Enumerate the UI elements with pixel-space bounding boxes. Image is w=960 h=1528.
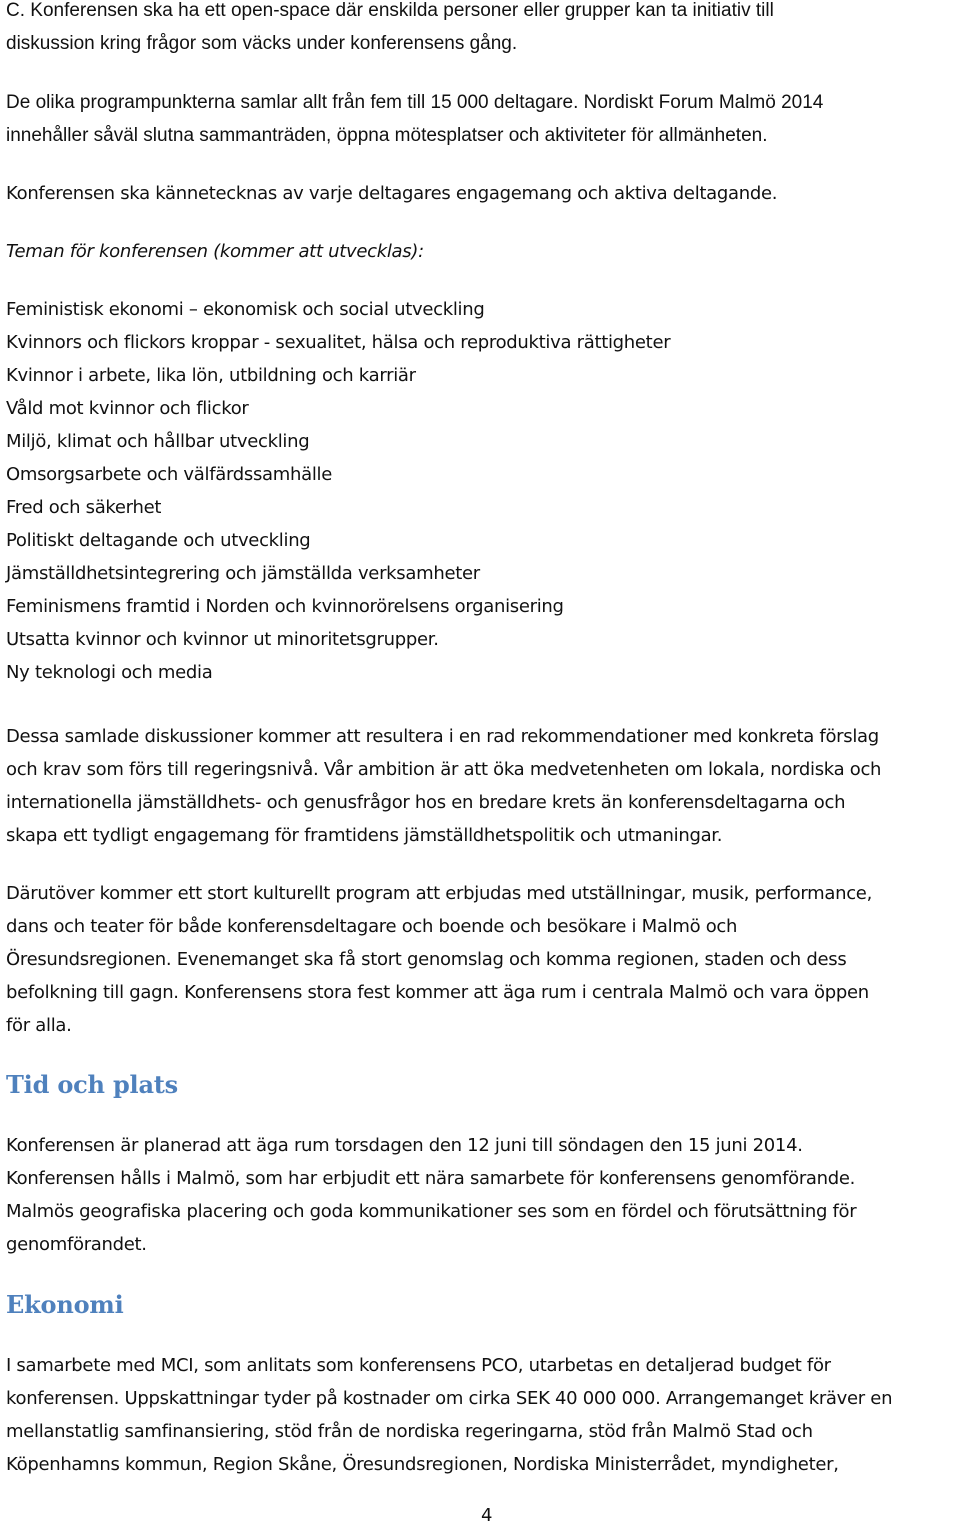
paragraph-line: mellanstatlig samfinansiering, stöd från de nordiska regeringarna, stöd från Malmö Stad och: [6, 1421, 813, 1442]
theme-item: Omsorgsarbete och välfärdssamhälle: [6, 464, 332, 485]
paragraph-line: Konferensen hålls i Malmö, som har erbjudit ett nära samarbete för konferensens genomförande.: [6, 1168, 856, 1189]
page-number: 4: [481, 1505, 493, 1526]
document-page: [6, 0, 958, 1527]
theme-item: Kvinnor i arbete, lika lön, utbildning och karriär: [6, 365, 416, 386]
intro-paragraph-part-1: [6, 0, 774, 60]
paragraph-line: skapa ett tydligt engagemang för framtidens jämställdhetspolitik och utmaningar.: [6, 825, 723, 846]
theme-item: Miljö, klimat och hållbar utveckling: [6, 431, 310, 452]
paragraph-line: I samarbete med MCI, som anlitats som konferensens PCO, utarbetas en detaljerad budget för: [6, 1355, 831, 1376]
paragraph-line: Öresundsregionen. Evenemanget ska få stort genomslag och komma regionen, staden och dess: [6, 949, 847, 970]
paragraph-line: Dessa samlade diskussioner kommer att resultera i en rad rekommendationer med konkreta förslag: [6, 726, 879, 747]
intro-line: innehåller såväl slutna sammanträden, öppna mötesplatser och aktiviteter för allmänheten.: [6, 125, 768, 146]
paragraph-line: och krav som förs till regeringsnivå. Vår ambition är att öka medvetenheten om lokala, nordiska och: [6, 759, 882, 780]
intro-paragraph-part-2: [6, 86, 823, 152]
themes-list: [6, 293, 670, 689]
paragraph-line: Malmös geografiska placering och goda kommunikationer ses som en fördel och förutsättning för: [6, 1201, 857, 1222]
theme-item: Jämställdhetsintegrering och jämställda verksamheter: [6, 563, 480, 584]
time-place-paragraph: [6, 1129, 856, 1261]
theme-item: Ny teknologi och media: [6, 662, 213, 683]
intro-line: De olika programpunkterna samlar allt från fem till 15 000 deltagare. Nordiskt Forum Malmö 2014: [6, 92, 824, 113]
theme-item: Våld mot kvinnor och flickor: [6, 398, 249, 419]
paragraph-line: genomförandet.: [6, 1234, 147, 1255]
paragraph-line: Konferensen är planerad att äga rum torsdagen den 12 juni till söndagen den 15 juni 2014.: [6, 1135, 803, 1156]
paragraph-line: befolkning till gagn. Konferensens stora fest kommer att äga rum i centrala Malmö och vara öppen: [6, 982, 869, 1003]
theme-item: Fred och säkerhet: [6, 497, 162, 518]
paragraph-line: Därutöver kommer ett stort kulturellt program att erbjudas med utställningar, musik, performance,: [6, 883, 873, 904]
engagement-paragraph: [6, 177, 777, 210]
culture-paragraph: [6, 877, 872, 1042]
theme-item: Politiskt deltagande och utveckling: [6, 530, 311, 551]
paragraph-line: dans och teater för både konferensdeltagare och boende och besökare i Malmö och: [6, 916, 738, 937]
section-heading-time-place: Tid och plats: [6, 1070, 178, 1099]
section-heading-economy: Ekonomi: [6, 1290, 124, 1319]
intro-line: C. Konferensen ska ha ett open-space där enskilda personer eller grupper kan ta initiativ till: [6, 0, 774, 21]
intro-line: diskussion kring frågor som väcks under konferensens gång.: [6, 33, 518, 54]
paragraph-line: konferensen. Uppskattningar tyder på kostnader om cirka SEK 40 000 000. Arrangemanget kräver en: [6, 1388, 893, 1409]
theme-item: Feministisk ekonomi – ekonomisk och social utveckling: [6, 299, 485, 320]
theme-item: Feminismens framtid i Norden och kvinnorörelsens organisering: [6, 596, 564, 617]
economy-paragraph: [6, 1349, 892, 1481]
theme-item: Kvinnors och flickors kroppar - sexualitet, hälsa och reproduktiva rättigheter: [6, 332, 671, 353]
paragraph-line: internationella jämställdhets- och genusfrågor hos en bredare krets än konferensdeltagarna och: [6, 792, 846, 813]
theme-item: Utsatta kvinnor och kvinnor ut minoritetsgrupper.: [6, 629, 439, 650]
paragraph-line: för alla.: [6, 1015, 72, 1036]
paragraph-line: Köpenhamns kommun, Region Skåne, Öresundsregionen, Nordiska Ministerrådet, myndigheter,: [6, 1454, 839, 1475]
themes-heading: Teman för konferensen (kommer att utvecklas):: [6, 241, 424, 262]
recommendations-paragraph: [6, 720, 881, 852]
engagement-line: Konferensen ska kännetecknas av varje deltagares engagemang och aktiva deltagande.: [6, 183, 778, 204]
